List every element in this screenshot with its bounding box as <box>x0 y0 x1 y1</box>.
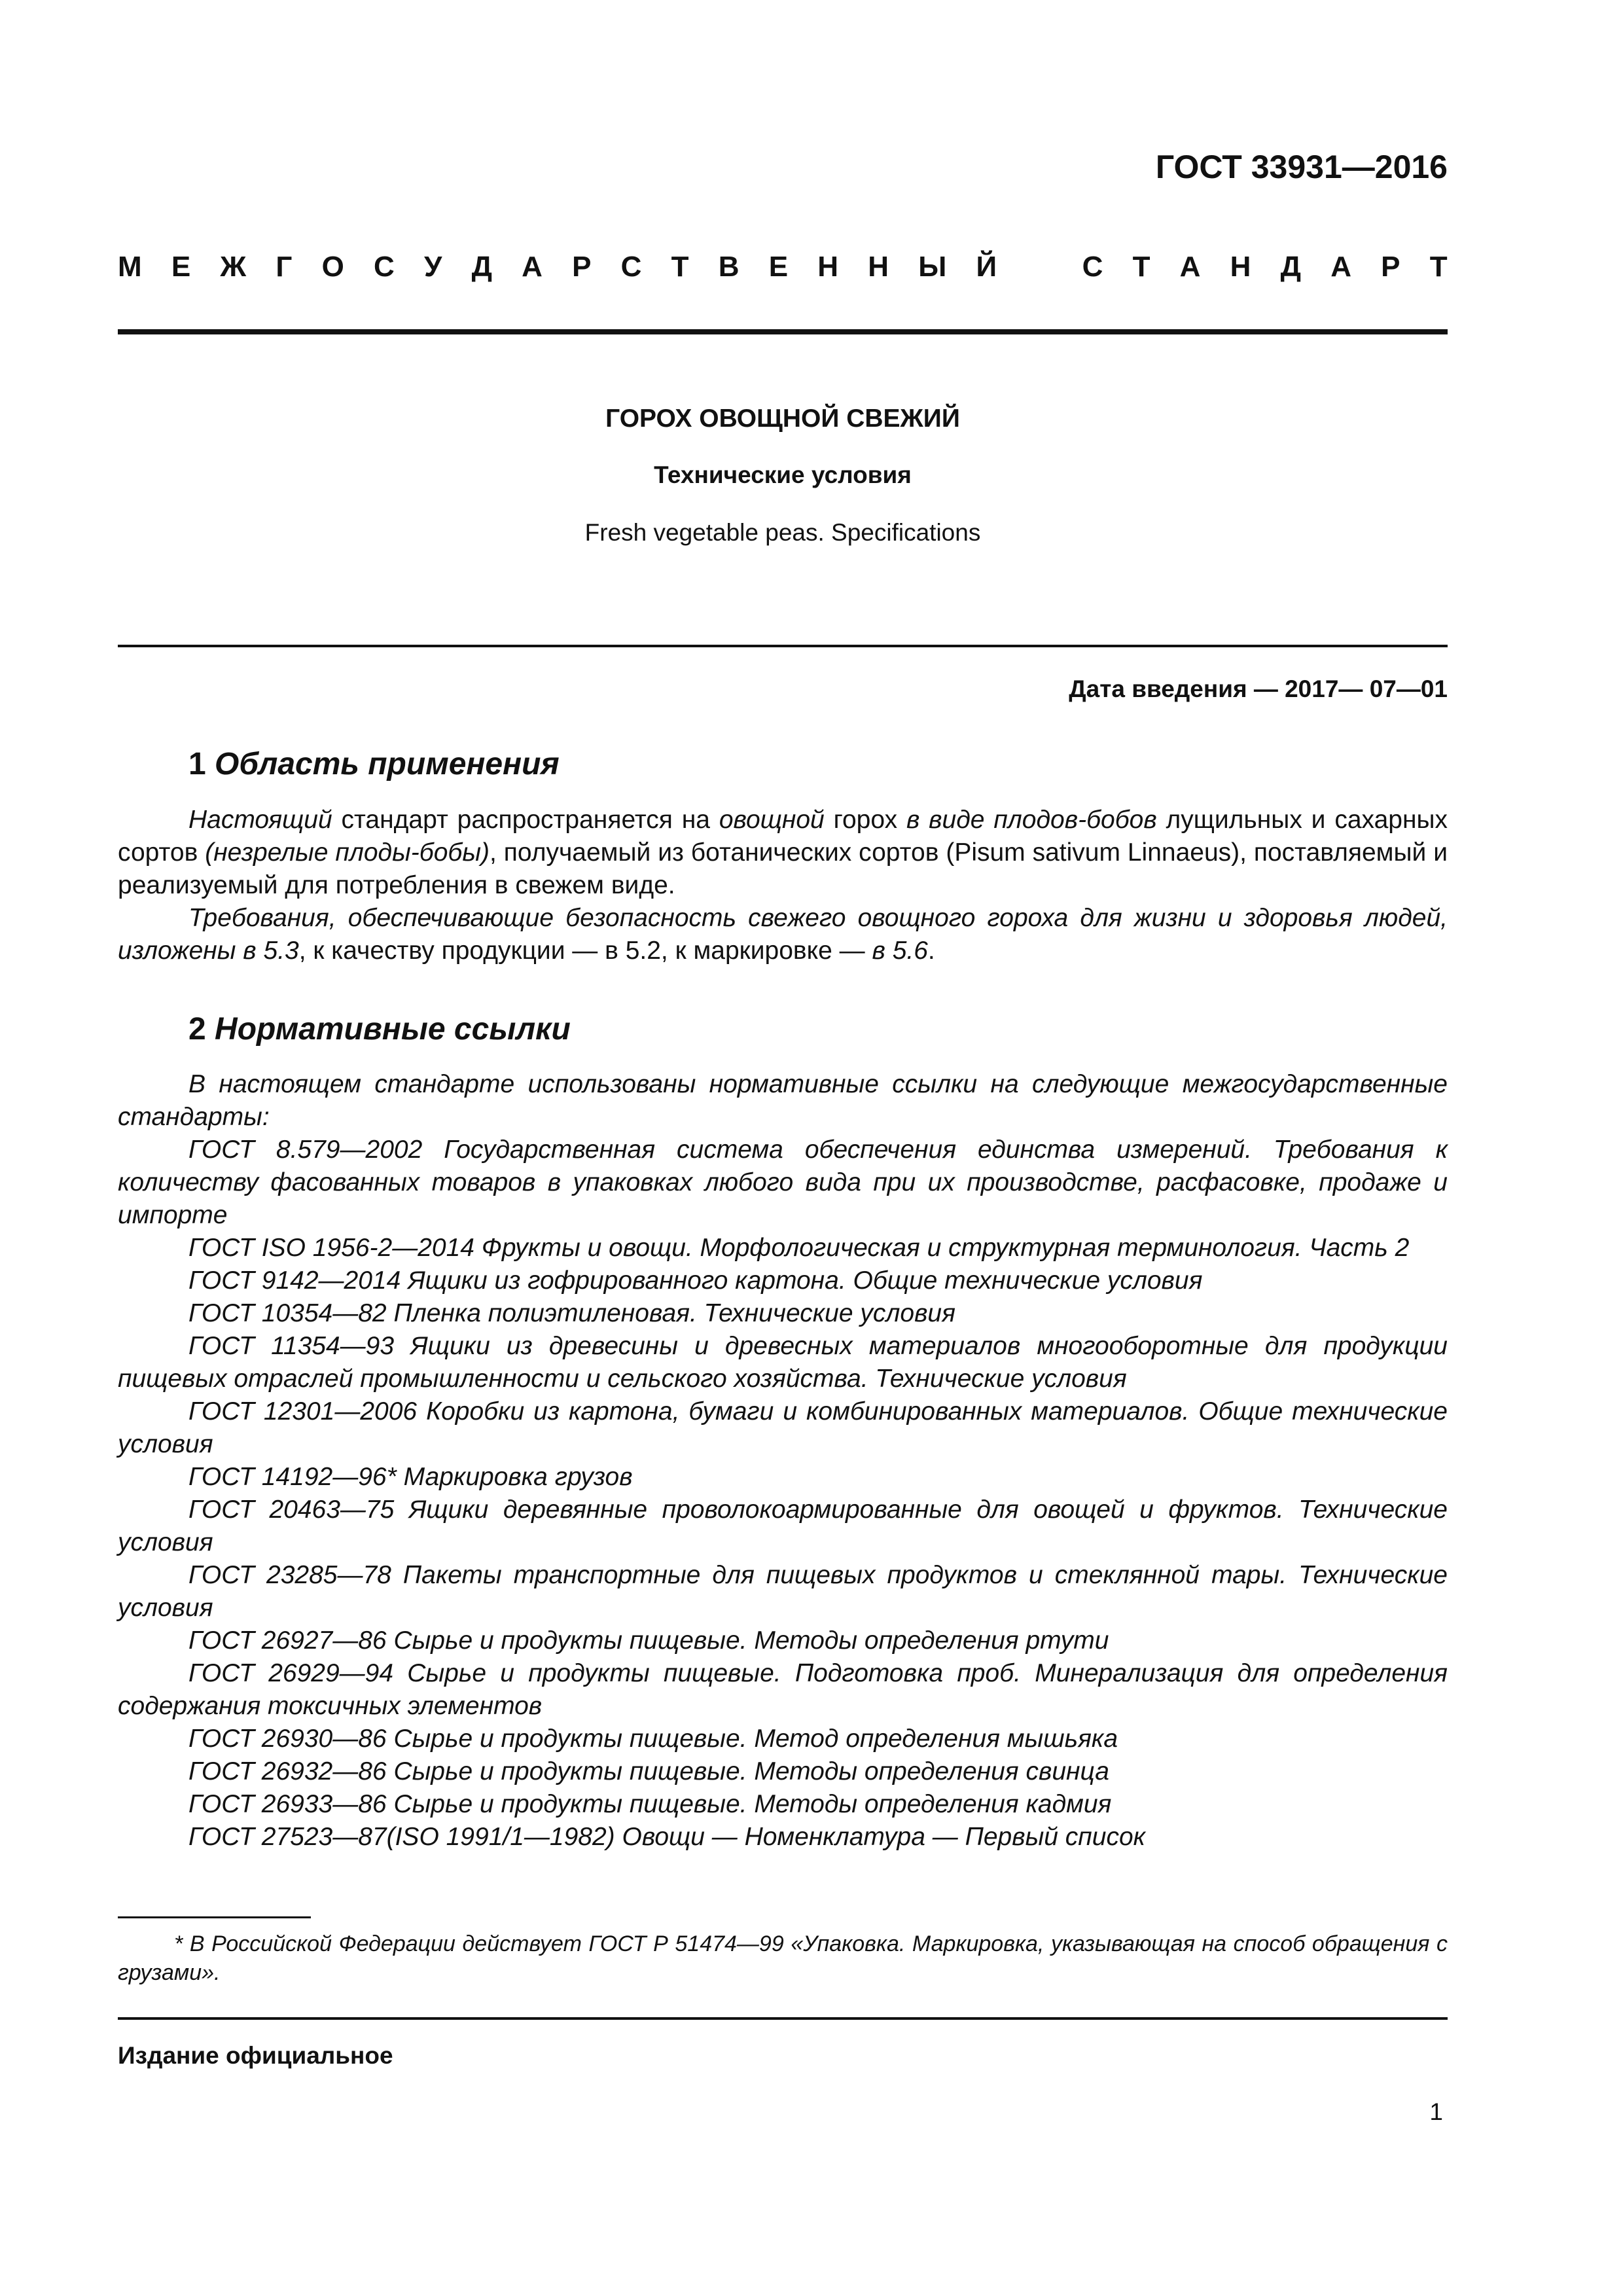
heading-letter: Т <box>1132 251 1150 283</box>
reference-item: ГОСТ 11354—93 Ящики из древесины и древесных материалов многооборотные для продукции пищевых отраслей промышленности и сельского хозяйства. Технические условия <box>118 1332 1448 1393</box>
paragraph: В настоящем стандарте использованы нормативные ссылки на следующие межгосударственные стандарты: <box>118 1070 1448 1131</box>
title-divider <box>118 645 1448 647</box>
heading-letter: У <box>423 251 442 283</box>
text-run: . <box>927 937 935 965</box>
reference-item: ГОСТ 10354—82 Пленка полиэтиленовая. Технические условия <box>188 1299 955 1327</box>
paragraph <box>118 902 1448 967</box>
document-number: ГОСТ 33931—2016 <box>1155 149 1448 185</box>
heading-letter: М <box>118 251 142 283</box>
header-divider <box>118 329 1448 334</box>
heading-letter: Р <box>1381 251 1400 283</box>
edition-label: Издание официальное <box>118 2042 393 2069</box>
reference-item: ГОСТ ISO 1956-2—2014 Фрукты и овощи. Морфологическая и структурная терминология. Часть 2 <box>188 1234 1410 1262</box>
heading-letter: Е <box>768 251 789 283</box>
interstate-standard-heading <box>118 247 1448 287</box>
introduction-date: Дата введения — 2017— 07—01 <box>1069 675 1448 702</box>
reference-item: ГОСТ 26930—86 Сырье и продукты пищевые. Метод определения мышьяка <box>188 1725 1118 1753</box>
page-number: 1 <box>1429 2098 1443 2125</box>
reference-item: ГОСТ 27523—87(ISO 1991/1—1982) Овощи — Номенклатура — Первый список <box>188 1823 1146 1851</box>
section-1-heading <box>188 746 560 782</box>
heading-letter: Н <box>868 251 889 283</box>
document-subtitle: Технические условия <box>654 461 912 488</box>
text-run: в 5.6 <box>872 937 928 965</box>
reference-item: ГОСТ 26929—94 Сырье и продукты пищевые. Подготовка проб. Минерализация для определения содержания токсичных элементов <box>118 1659 1448 1720</box>
reference-item: ГОСТ 23285—78 Пакеты транспортные для пищевых продуктов и стеклянной тары. Технические условия <box>118 1561 1448 1622</box>
text-run: в виде плодов-бобов <box>906 806 1157 834</box>
text-run: Настоящий <box>188 806 332 834</box>
heading-letter: А <box>522 251 543 283</box>
heading-letter: О <box>321 251 344 283</box>
reference-item: ГОСТ 8.579—2002 Государственная система обеспечения единства измерений. Требования к количеству фасованных товаров в упаковках любого вида при их производстве, расфасовке, продаже и импорте <box>118 1136 1448 1229</box>
text-run: , получаемый из ботанических сортов (Pisum sativum Linnaeus), поставляемый и реализуемый для потребления в свежем виде. <box>118 838 1448 899</box>
heading-letter: Т <box>1429 251 1448 283</box>
section-2-heading <box>188 1011 571 1047</box>
section-title: Нормативные ссылки <box>215 1012 571 1047</box>
text-run: горох <box>824 806 906 834</box>
heading-letter: А <box>1179 251 1201 283</box>
text-run: (незрелые плоды-бобы) <box>205 838 490 867</box>
heading-letter: С <box>620 251 642 283</box>
document-title: ГОРОХ ОВОЩНОЙ СВЕЖИЙ <box>605 404 960 433</box>
text-run: овощной <box>719 806 825 834</box>
reference-item: ГОСТ 26932—86 Сырье и продукты пищевые. Методы определения свинца <box>188 1757 1109 1785</box>
heading-letter: С <box>1082 251 1103 283</box>
section-2-body <box>118 1068 1448 1854</box>
footer-divider <box>118 2017 1448 2020</box>
heading-letter: С <box>374 251 395 283</box>
footnote-separator <box>118 1916 311 1918</box>
reference-item: ГОСТ 12301—2006 Коробки из картона, бумаги и комбинированных материалов. Общие технические условия <box>118 1397 1448 1458</box>
heading-letter: Р <box>572 251 592 283</box>
section-number: 2 <box>188 1012 206 1047</box>
heading-letter: Т <box>671 251 689 283</box>
heading-letter: Ж <box>220 251 247 283</box>
text-run: Требования, обеспечивающие безопасность свежего овощного гороха для жизни и здоровья людей, изложены в 5.3 <box>118 904 1448 965</box>
reference-item: ГОСТ 9142—2014 Ящики из гофрированного картона. Общие технические условия <box>188 1266 1203 1295</box>
heading-letter: Д <box>1280 251 1301 283</box>
section-title: Область применения <box>215 747 560 781</box>
text-run: лущильных и сахарных сортов <box>118 806 1448 867</box>
footnote: * В Российской Федерации действует ГОСТ Р 51474—99 «Упаковка. Маркировка, указывающая на способ обращения с грузами». <box>118 1931 1448 1985</box>
heading-letter: Д <box>471 251 492 283</box>
paragraph <box>118 804 1448 902</box>
english-title: Fresh vegetable peas. Specifications <box>584 519 981 546</box>
heading-letter: Ы <box>918 251 947 283</box>
reference-item: ГОСТ 26933—86 Сырье и продукты пищевые. Методы определения кадмия <box>188 1790 1112 1818</box>
text-run: , к качеству продукции — в 5.2, к маркировке — <box>298 937 872 965</box>
heading-letter: Н <box>1230 251 1251 283</box>
section-1-body <box>118 804 1448 967</box>
heading-letter: Е <box>171 251 191 283</box>
heading-letter: А <box>1330 251 1351 283</box>
reference-item: ГОСТ 26927—86 Сырье и продукты пищевые. Методы определения ртути <box>188 1626 1109 1655</box>
text-run: стандарт распространяется на <box>332 806 719 834</box>
heading-letter: Г <box>276 251 293 283</box>
heading-letter: В <box>718 251 740 283</box>
reference-item: ГОСТ 20463—75 Ящики деревянные проволокоармированные для овощей и фруктов. Технические условия <box>118 1496 1448 1556</box>
heading-letter: Н <box>817 251 839 283</box>
reference-item: ГОСТ 14192—96* Маркировка грузов <box>188 1463 633 1491</box>
heading-letter: Й <box>976 251 997 283</box>
section-number: 1 <box>188 747 206 781</box>
